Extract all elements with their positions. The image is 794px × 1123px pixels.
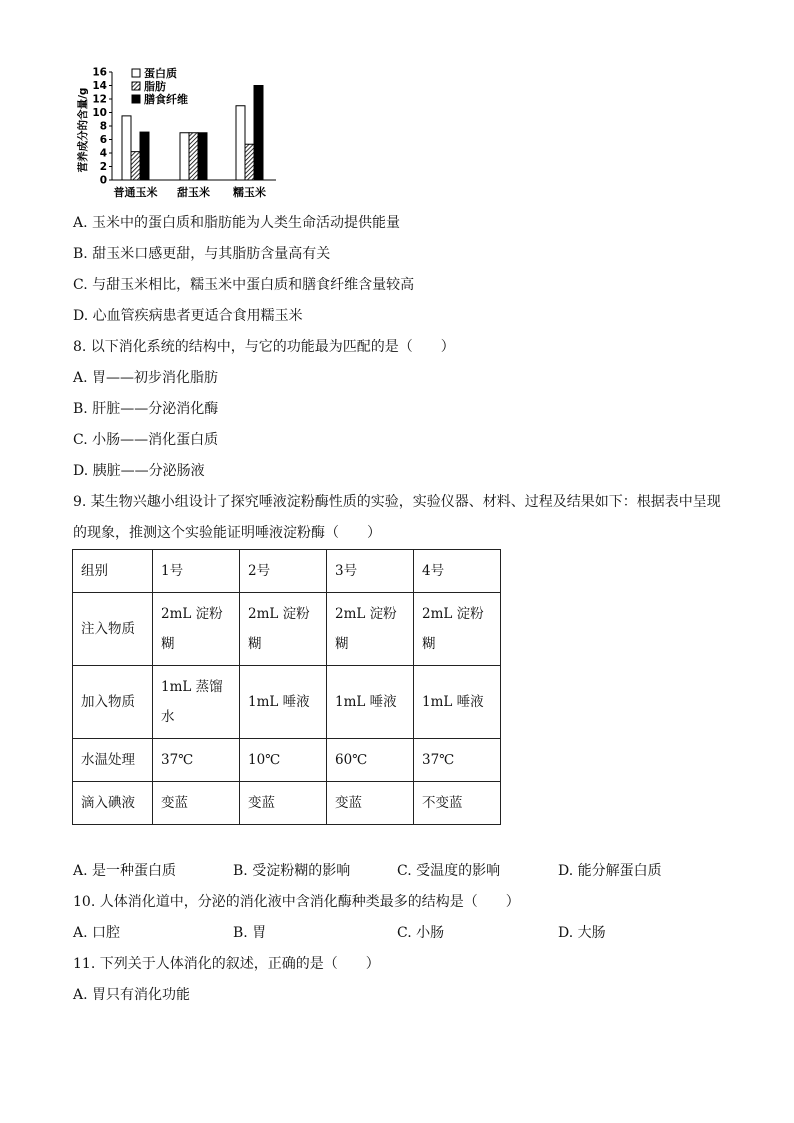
table-cell: 1mL 蒸馏水 <box>153 666 240 739</box>
table-cell: 3号 <box>327 550 414 593</box>
table-cell: 2mL 淀粉糊 <box>153 593 240 666</box>
bar-1-0 <box>180 133 189 180</box>
q10-stem: 10. 人体消化道中，分泌的消化液中含消化酶种类最多的结构是（ ） <box>73 894 520 910</box>
q7-option-c[interactable]: C. 与甜玉米相比，糯玉米中蛋白质和膳食纤维含量较高 <box>73 277 415 293</box>
table-cell: 1号 <box>153 550 240 593</box>
experiment-table <box>72 549 501 825</box>
q10-option-d[interactable]: D. 大肠 <box>558 925 606 941</box>
bar-2-1 <box>245 144 254 180</box>
table-cell: 37℃ <box>414 739 501 782</box>
table-cell: 滴入碘液 <box>73 782 153 825</box>
q9-option-b[interactable]: B. 受淀粉糊的影响 <box>233 863 351 879</box>
table-cell: 37℃ <box>153 739 240 782</box>
q8-option-a[interactable]: A. 胃——初步消化脂肪 <box>73 370 219 386</box>
legend-label: 膳食纤维 <box>144 93 188 106</box>
q7-option-a[interactable]: A. 玉米中的蛋白质和脂肪能为人类生命活动提供能量 <box>73 215 401 231</box>
y-tick-label: 10 <box>92 107 107 119</box>
q9-option-a[interactable]: A. 是一种蛋白质 <box>73 863 177 879</box>
y-tick-label: 8 <box>99 120 107 133</box>
q10-option-b[interactable]: B. 胃 <box>233 925 267 941</box>
q9-stem-line1: 9. 某生物兴趣小组设计了探究唾液淀粉酶性质的实验，实验仪器、材料、过程及结果如下：根据表中呈现 <box>73 494 721 510</box>
y-tick-label: 6 <box>99 134 107 146</box>
table-row <box>73 666 501 739</box>
table-cell: 不变蓝 <box>414 782 501 825</box>
x-axis-labels <box>114 185 267 199</box>
q11-option-a[interactable]: A. 胃只有消化功能 <box>73 987 191 1003</box>
table-cell: 水温处理 <box>73 739 153 782</box>
table-cell: 变蓝 <box>240 782 327 825</box>
table-row <box>73 782 501 825</box>
q9-option-c[interactable]: C. 受温度的影响 <box>397 863 501 879</box>
table-cell: 2mL 淀粉糊 <box>240 593 327 666</box>
table-cell: 10℃ <box>240 739 327 782</box>
bar-2-0 <box>236 106 245 180</box>
q7-option-b[interactable]: B. 甜玉米口感更甜，与其脂肪含量高有关 <box>73 246 331 262</box>
y-tick-label: 2 <box>99 161 107 173</box>
y-axis-ticks <box>92 67 112 187</box>
x-tick-label: 甜玉米 <box>177 186 210 199</box>
bar-0-0 <box>122 116 131 180</box>
table-cell: 变蓝 <box>327 782 414 825</box>
table-row <box>73 593 501 666</box>
table-cell: 变蓝 <box>153 782 240 825</box>
table-row <box>73 550 501 593</box>
y-tick-label: 14 <box>92 80 107 92</box>
table-cell: 4号 <box>414 550 501 593</box>
nutrient-bar-chart <box>72 62 282 202</box>
q9-option-d[interactable]: D. 能分解蛋白质 <box>558 863 662 879</box>
table-row <box>73 739 501 782</box>
table-cell: 2mL 淀粉糊 <box>327 593 414 666</box>
q8-option-d[interactable]: D. 胰脏——分泌肠液 <box>73 463 205 479</box>
table-cell: 1mL 唾液 <box>327 666 414 739</box>
q10-option-a[interactable]: A. 口腔 <box>73 925 121 941</box>
y-tick-label: 0 <box>99 174 107 187</box>
table-cell: 组别 <box>73 550 153 593</box>
legend-swatch <box>132 69 140 77</box>
y-tick-label: 16 <box>92 66 107 79</box>
table-cell: 注入物质 <box>73 593 153 666</box>
q8-option-b[interactable]: B. 肝脏——分泌消化酶 <box>73 401 219 417</box>
table-cell: 1mL 唾液 <box>414 666 501 739</box>
q10-option-c[interactable]: C. 小肠 <box>397 925 445 941</box>
legend-label: 蛋白质 <box>144 67 177 80</box>
table-cell: 2mL 淀粉糊 <box>414 593 501 666</box>
q9-stem-line2: 的现象，推测这个实验能证明唾液淀粉酶（ ） <box>73 525 381 541</box>
y-tick-label: 12 <box>92 93 107 106</box>
legend <box>132 66 188 106</box>
x-tick-label: 糯玉米 <box>233 186 266 199</box>
bar-0-1 <box>131 152 140 180</box>
table-cell: 加入物质 <box>73 666 153 739</box>
bar-2-2 <box>254 86 263 181</box>
legend-swatch <box>132 82 140 90</box>
bar-1-2 <box>198 133 207 180</box>
q7-option-d[interactable]: D. 心血管疾病患者更适合食用糯玉米 <box>73 308 303 324</box>
bar-1-1 <box>189 133 198 180</box>
y-tick-label: 4 <box>99 147 107 160</box>
table-cell: 1mL 唾液 <box>240 666 327 739</box>
legend-swatch <box>132 95 140 103</box>
table-cell: 60℃ <box>327 739 414 782</box>
q8-option-c[interactable]: C. 小肠——消化蛋白质 <box>73 432 219 448</box>
q11-stem: 11. 下列关于人体消化的叙述，正确的是（ ） <box>73 956 380 972</box>
legend-label: 脂肪 <box>144 80 166 93</box>
table-cell: 2号 <box>240 550 327 593</box>
x-tick-label: 普通玉米 <box>113 186 158 199</box>
bar-0-2 <box>140 132 149 180</box>
y-axis-label: 营养成分的含量/g <box>77 87 89 173</box>
q8-stem: 8. 以下消化系统的结构中，与它的功能最为匹配的是（ ） <box>73 339 455 355</box>
